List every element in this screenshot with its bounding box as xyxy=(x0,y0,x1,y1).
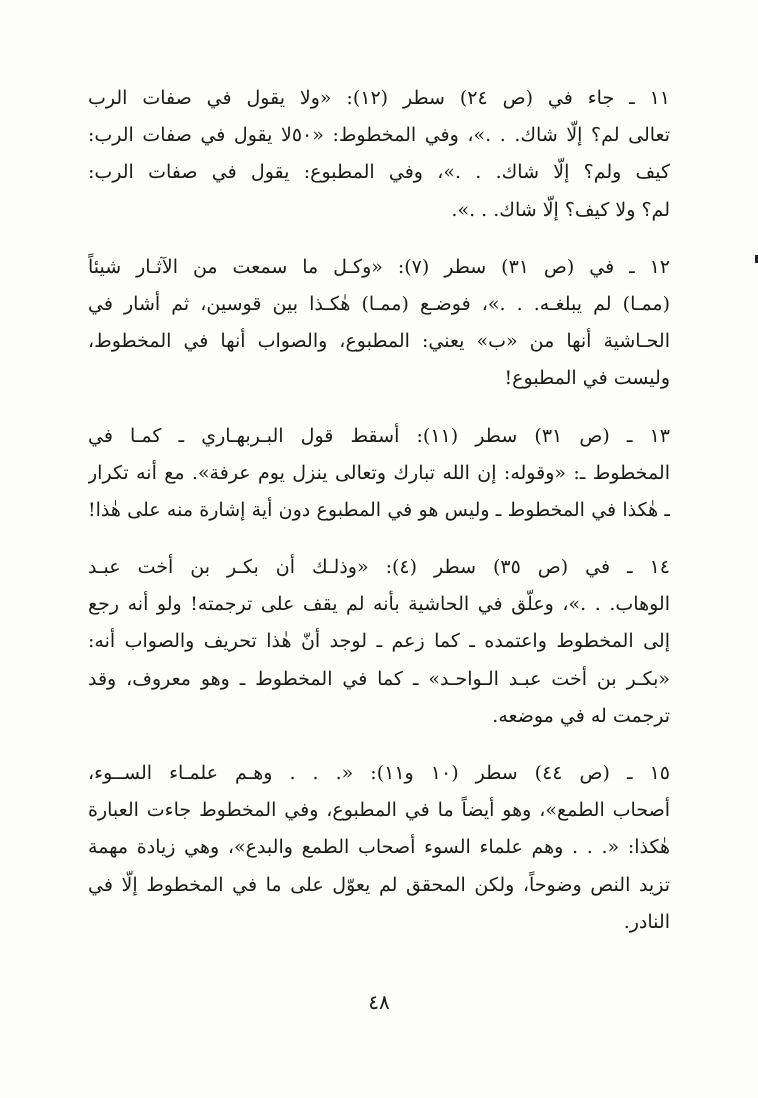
paragraph-11 xyxy=(88,80,670,229)
paragraph-13 xyxy=(88,418,670,530)
page-number: ٤٨ xyxy=(368,990,390,1014)
text-line: تزيد النص وضوحاً، ولكن المحقق لم يعوّل على ما في المخطوط إلّا في xyxy=(88,873,670,896)
page-body xyxy=(88,80,670,961)
text-line: ١٣ ـ (ص ٣١) سطر (١١): أسقط قول البـربهـاري ـ كمـا في xyxy=(88,424,670,447)
text-line: وليست في المطبوع! xyxy=(504,367,670,390)
paragraph-14 xyxy=(88,549,670,735)
text-line: ١١ ـ جاء في (ص ٢٤) سطر (١٢): «ولا يقول في صفات الرب xyxy=(88,87,670,109)
text-line: المخطوط ـ: «وقوله: إن الله تبارك وتعالى ينزل يوم عرفة». مع أنه تكرار xyxy=(88,461,670,484)
text-line: لم؟ ولا كيف؟ إلّا شاك. . .». xyxy=(451,198,670,221)
text-line: ـ هٰكذا في المخطوط ـ وليس هو في المطبوع دون أية إشارة منه على هٰذا! xyxy=(88,498,670,521)
text-line: ١٤ ـ في (ص ٣٥) سطر (٤): «وذلـك أن بكـر بن أخت عبـد xyxy=(88,556,670,579)
text-line: ترجمت له في موضعه. xyxy=(492,704,670,727)
text-line: الحـاشية أنها من «ب» يعني: المطبوع، والصواب أنها في المخطوط، xyxy=(88,330,670,353)
paragraph-12 xyxy=(88,249,670,398)
text-line: «بكـر بن أخت عبـد الـواحـد» ـ كما في المخطوط ـ وهو معروف، وقد xyxy=(88,667,670,690)
text-line: كيف ولم؟ إلّا شاك. . .»، وفي المطبوع: يقول في صفات الرب: xyxy=(88,161,670,184)
text-line: النادر. xyxy=(623,910,670,933)
text-line: (ممـا) لم يبلغـه. . .»، فوضـع (ممـا) هٰكـذا بين قوسين، ثم أشار في xyxy=(88,292,670,315)
text-line: تعالى لم؟ إلّا شاك. . .»، وفي المخطوط: «٥٠لا يقول في صفات الرب: xyxy=(88,124,670,147)
text-line: أصحاب الطمع»، وهو أيضاً ما في المطبوع، وفي المخطوط جاءت العبارة xyxy=(88,799,670,822)
text-line: ١٢ ـ في (ص ٣١) سطر (٧): «وكـل ما سمعت من الآثـار شيئاً xyxy=(88,255,670,278)
text-line: إلى المخطوط واعتمده ـ كما زعم ـ لوجد أنّ هٰذا تحريف والصواب أنه: xyxy=(88,630,670,653)
paragraph-15 xyxy=(88,755,670,941)
text-line: هٰكذا: «. . . وهم علماء السوء أصحاب الطمع والبدع»، وهي زيادة مهمة xyxy=(88,836,670,859)
text-line: ١٥ ـ (ص ٤٤) سطر (١٠ و١١): «. . . وهـم علمـاء الســوء، xyxy=(88,762,670,784)
text-line: الوهاب. . .»، وعلّق في الحاشية بأنه لم يقف على ترجمته! ولو أنه رجع xyxy=(88,593,670,616)
